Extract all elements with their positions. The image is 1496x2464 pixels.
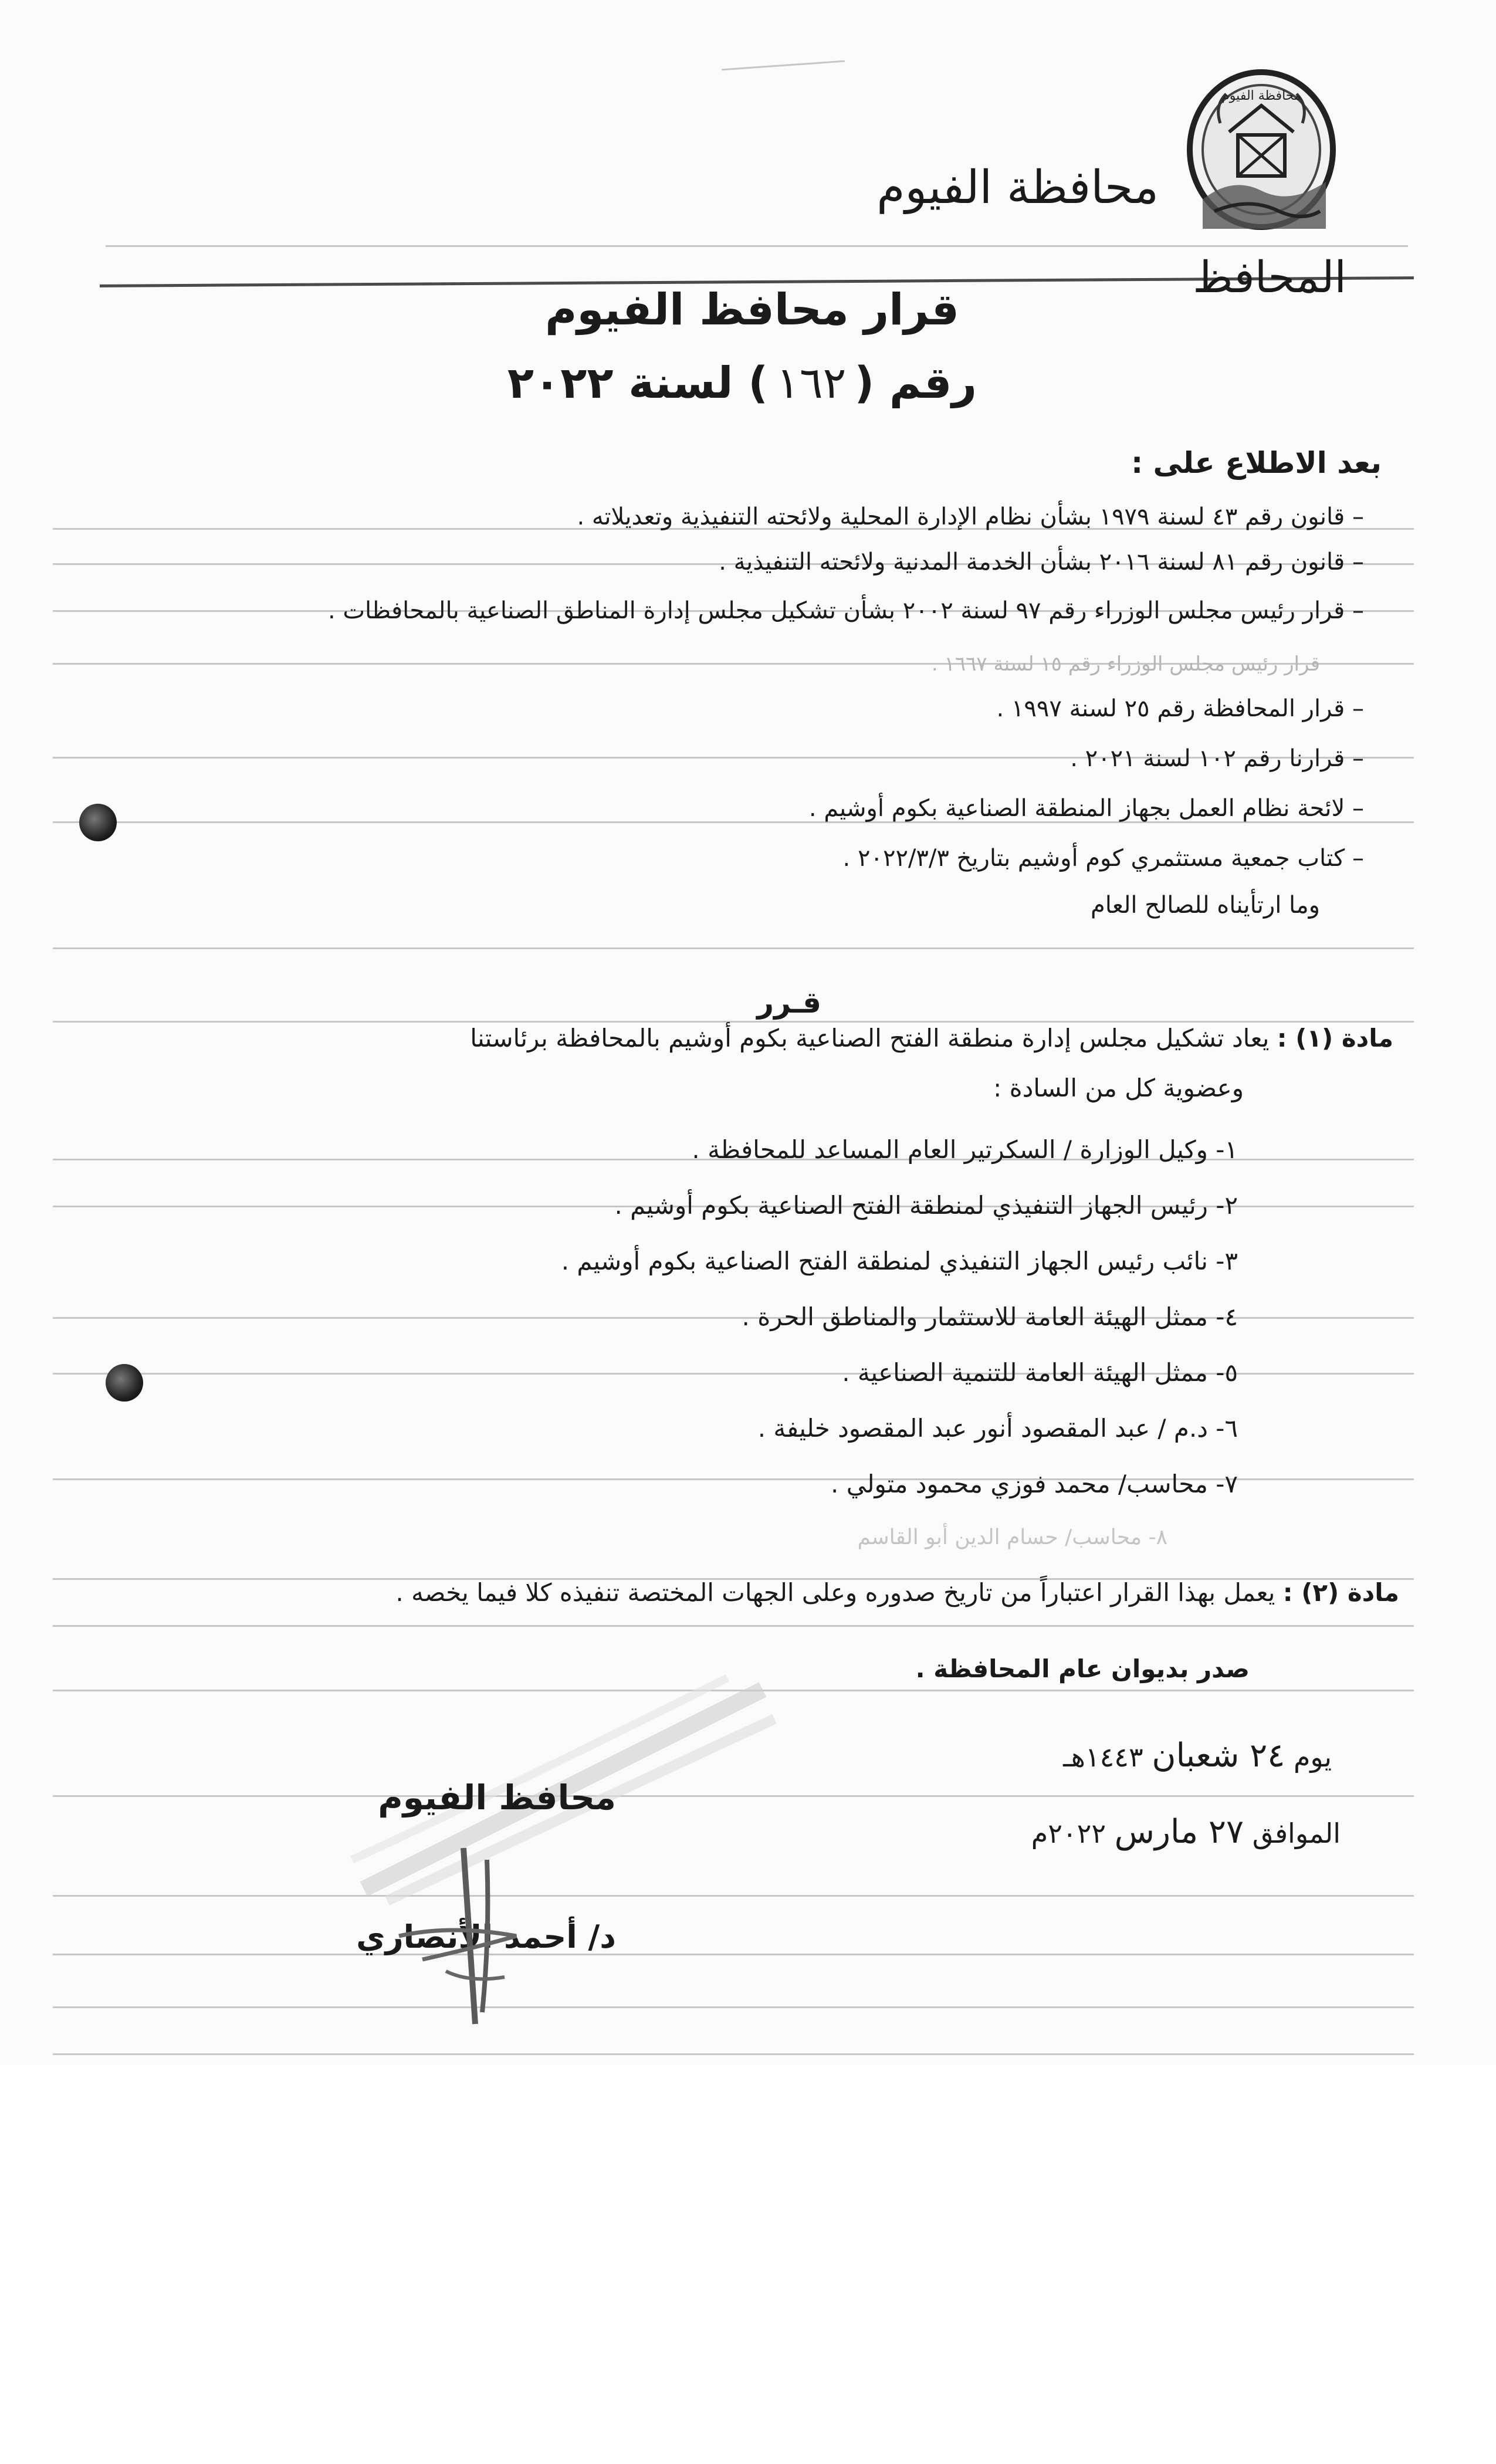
member-item: ١- وكيل الوزارة / السكرتير العام المساعد للمحافظة . [692, 1135, 1238, 1164]
greg-handwritten: ٢٧ مارس [1114, 1813, 1244, 1851]
article-1-text: يعاد تشكيل مجلس إدارة منطقة الفتح الصناعية بكوم أوشيم بالمحافظة برئاستنا [470, 1024, 1270, 1052]
signatory-name: د/ أحمد الأنصاري [356, 1918, 616, 1955]
article-2-text: يعمل بهذا القرار اعتباراً من تاريخ صدوره وعلى الجهات المختصة تنفيذه كلا فيما يخصه . [395, 1578, 1275, 1607]
article-1-label: مادة (١) : [1277, 1024, 1393, 1052]
seal-text: محافظة الفيوم [1221, 89, 1301, 103]
scan-line [53, 1021, 1414, 1023]
member-item: ٤- ممثل الهيئة العامة للاستثمار والمناطق الحرة . [742, 1302, 1238, 1331]
punch-hole [79, 804, 117, 841]
governorate-name: محافظة الفيوم [876, 161, 1159, 214]
member-item-faded: ٨- محاسب/ حسام الدين أبو القاسم [857, 1525, 1167, 1549]
punch-hole [106, 1364, 143, 1402]
article-1 [470, 1024, 1393, 1052]
preamble-item: – قانون رقم ٨١ لسنة ٢٠١٦ بشأن الخدمة المدنية ولائحته التنفيذية . [719, 549, 1364, 576]
member-item: ٣- نائب رئيس الجهاز التنفيذي لمنطقة الفتح الصناعية بكوم أوشيم . [561, 1247, 1238, 1275]
hijri-handwritten: ٢٤ شعبان [1152, 1737, 1285, 1775]
preamble-item: – قرارنا رقم ١٠٢ لسنة ٢٠٢١ . [1070, 745, 1364, 772]
greg-year: ٢٠٢٢م [1031, 1817, 1106, 1849]
scan-line [106, 245, 1408, 247]
member-item: ٢- رئيس الجهاز التنفيذي لمنطقة الفتح الصناعية بكوم أوشيم . [614, 1191, 1238, 1220]
member-item: ٥- ممثل الهيئة العامة للتنمية الصناعية . [842, 1358, 1238, 1387]
article-1-continuation: وعضوية كل من السادة : [993, 1074, 1244, 1102]
decree-title: قرار محافظ الفيوم [545, 285, 959, 335]
greg-label: الموافق [1252, 1817, 1341, 1849]
scan-line [53, 2006, 1414, 2008]
decree-number-line [507, 358, 977, 408]
signatory-title: محافظ الفيوم [378, 1778, 616, 1817]
decree-year: ) لسنة ٢٠٢٢ [507, 358, 769, 408]
member-item: ٦- د.م / عبد المقصود أنور عبد المقصود خليفة . [757, 1414, 1238, 1443]
issued-statement: صدر بديوان عام المحافظة . [915, 1654, 1250, 1683]
preamble-item: – قانون رقم ٤٣ لسنة ١٩٧٩ بشأن نظام الإدارة المحلية ولائحته التنفيذية وتعديلاته . [577, 503, 1364, 530]
preamble-item: – كتاب جمعية مستثمري كوم أوشيم بتاريخ ٢٠٢٢/٣/٣ . [842, 845, 1364, 872]
scan-line [53, 2053, 1414, 2055]
gregorian-date [1031, 1813, 1341, 1851]
scan-mark [722, 60, 845, 71]
hijri-year: ١٤٤٣هـ [1063, 1741, 1143, 1773]
member-item: ٧- محاسب/ محمد فوزي محمود متولي . [831, 1470, 1238, 1498]
article-2 [395, 1578, 1399, 1607]
decree-number: ١٦٢ [776, 358, 847, 408]
scan-line [53, 1954, 1414, 1955]
decision-heading: قـرر [757, 986, 821, 1020]
preamble-item: – قرار المحافظة رقم ٢٥ لسنة ١٩٩٧ . [996, 695, 1364, 722]
scan-line [53, 947, 1414, 949]
preamble-closing: وما ارتأيناه للصالح العام [1090, 892, 1320, 919]
governorate-seal-icon [1179, 65, 1343, 241]
hijri-date [1063, 1737, 1332, 1775]
preamble-heading: بعد الاطلاع على : [1131, 446, 1382, 480]
scan-line [53, 1625, 1414, 1627]
decree-number-prefix: رقم ( [854, 358, 977, 408]
preamble-item: – قرار رئيس مجلس الوزراء رقم ٩٧ لسنة ٢٠٠٢ بشأن تشكيل مجلس إدارة المناطق الصناعية بالمحافظات . [327, 597, 1364, 624]
governor-office-label: المحافظ [1193, 252, 1346, 303]
handwritten-signature [329, 1836, 575, 2036]
day-label: يوم [1293, 1741, 1332, 1773]
article-2-label: مادة (٢) : [1282, 1578, 1399, 1607]
preamble-item-faded: قرار رئيس مجلس الوزراء رقم ١٥ لسنة ١٦٦٧ . [931, 652, 1320, 676]
preamble-item: – لائحة نظام العمل بجهاز المنطقة الصناعية بكوم أوشيم . [808, 795, 1364, 822]
